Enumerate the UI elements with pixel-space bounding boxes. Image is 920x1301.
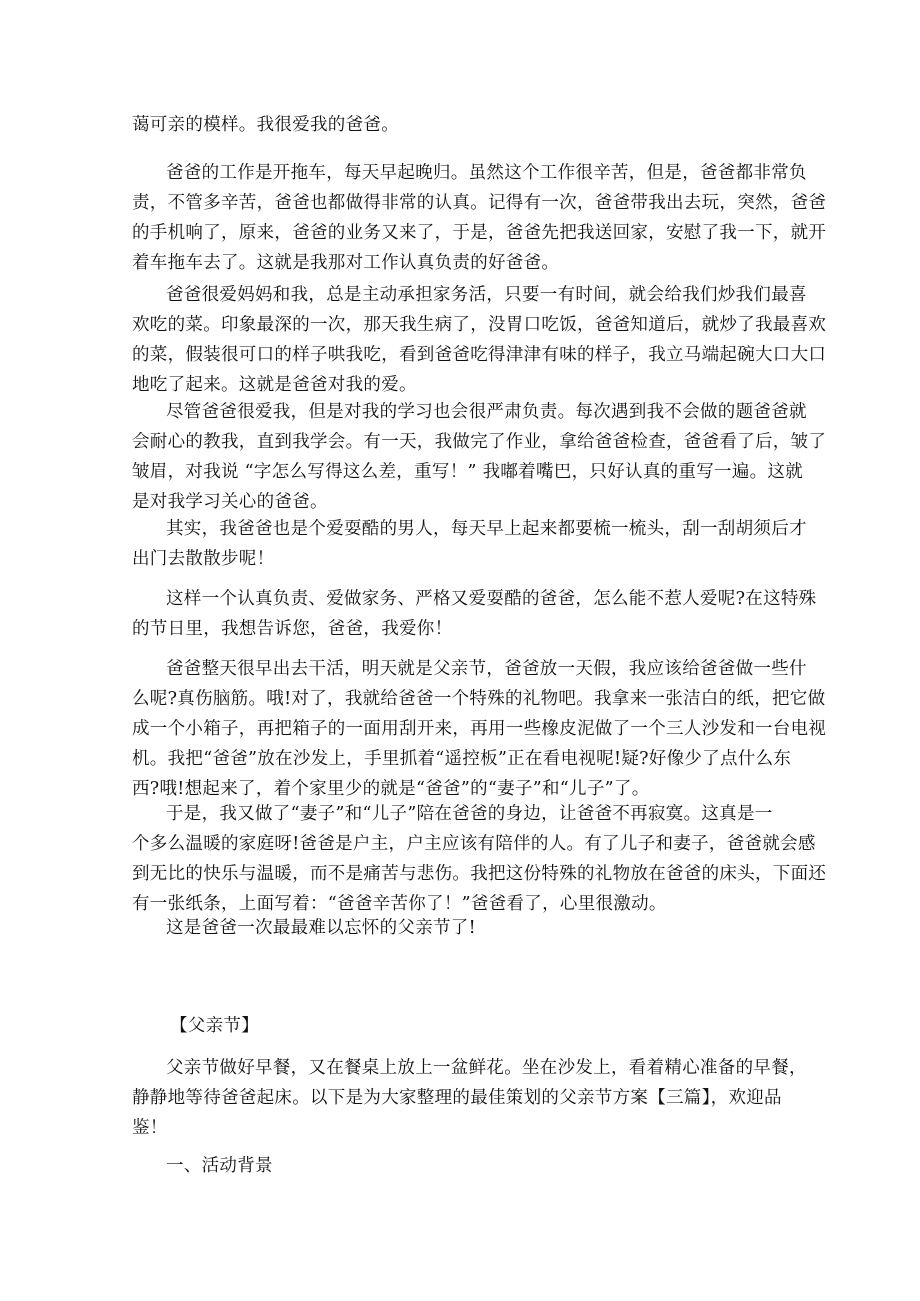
paragraph-dad-work: [132, 158, 827, 278]
text-line: 静静地等待爸爸起床。以下是为大家整理的最佳策划的父亲节方案【三篇】，欢迎品: [132, 1088, 782, 1108]
text-line: 个多么温暖的家庭呀!爸爸是户主，户主应该有陪伴的人。有了儿子和妻子，爸爸就会感: [132, 834, 816, 854]
paragraph-closing: [132, 913, 790, 943]
text-line: 出门去散散步呢！: [132, 549, 275, 569]
paragraph-gift: [132, 654, 827, 804]
text-line: 到无比的快乐与温暖，而不是痛苦与悲伤。我把这份特殊的礼物放在爸爸的床头，下面还: [132, 864, 827, 884]
paragraph-dad-study: [132, 397, 827, 517]
text-line: 这样一个认真负责、爱做家务、严格又爱耍酷的爸爸，怎么能不惹人爱呢?在这特殊: [166, 589, 817, 609]
text-line: 鉴！: [132, 1118, 168, 1138]
text-line: 成一个小箱子，再把箱子的一面用刮开来，再用一些橡皮泥做了一个三人沙发和一台电视: [132, 719, 827, 739]
paragraph-love-dad: [132, 584, 817, 644]
text-line: 的菜，假装很可口的样子哄我吃，看到爸爸吃得津津有味的样子，我立马端起碗大口大口: [132, 345, 827, 365]
text-line: 爸爸整天很早出去干活，明天就是父亲节，爸爸放一天假，我应该给爸爸做一些什: [166, 659, 807, 679]
text-line: 的手机响了，原来，爸爸的业务又来了，于是，爸爸先把我送回家，安慰了我一下，就开: [132, 223, 827, 243]
text-line: 尽管爸爸很爱我，但是对我的学习也会很严肃负责。每次遇到我不会做的题爸爸就: [166, 402, 807, 422]
text-line: 蔼可亲的模样。我很爱我的爸爸。: [132, 115, 399, 135]
text-line: 是对我学习关心的爸爸。: [132, 492, 328, 512]
paragraph-dad-love: [132, 280, 827, 400]
text-line: 责，不管多辛苦，爸爸也都做得非常的认真。记得有一次，爸爸带我出去玩，突然，爸爸: [132, 193, 827, 213]
text-line: 的节日里，我想告诉您，爸爸，我爱你！: [132, 619, 453, 639]
text-line: 西?哦!想起来了，着个家里少的就是“爸爸”的“妻子”和“儿子”了。: [132, 779, 650, 799]
text-line: 地吃了起来。这就是爸爸对我的爱。: [132, 375, 417, 395]
text-line: 爸爸的工作是开拖车，每天早起晚归。虽然这个工作很辛苦，但是，爸爸都非常负: [166, 163, 807, 183]
text-line: 欢吃的菜。印象最深的一次，那天我生病了，没胃口吃饭，爸爸知道后，就炒了我最喜欢: [132, 315, 827, 335]
text-line: 这是爸爸一次最最难以忘怀的父亲节了!: [166, 918, 476, 938]
text-line: 着车拖车去了。这就是我那对工作认真负责的好爸爸。: [132, 253, 560, 273]
heading-text: 【父亲节】: [170, 1016, 259, 1036]
paragraph-intro-end: [132, 110, 790, 140]
paragraph-family: [132, 799, 827, 919]
text-line: 机。我把“爸爸”放在沙发上，手里抓着“遥控板”正在看电视呢!疑?好像少了点什么东: [132, 749, 792, 769]
paragraph-father-day-intro: [132, 1053, 807, 1143]
section-heading: [132, 1011, 790, 1041]
text-line: 其实，我爸爸也是个爱耍酷的男人，每天早上起来都要梳一梳头，刮一刮胡须后才: [166, 519, 807, 539]
heading-text: 一、活动背景: [166, 1156, 273, 1176]
text-line: 于是，我又做了“妻子”和“儿子”陪在爸爸的身边，让爸爸不再寂寞。这真是一: [166, 804, 773, 824]
text-line: 么呢?真伤脑筋。哦!对了，我就给爸爸一个特殊的礼物吧。我拿来一张洁白的纸，把它做: [132, 689, 826, 709]
paragraph-dad-cool: [132, 514, 807, 574]
subsection-heading: [132, 1151, 790, 1181]
text-line: 爸爸很爱妈妈和我，总是主动承担家务活，只要一有时间，就会给我们炒我们最喜: [166, 285, 807, 305]
text-line: 皱眉，对我说 “字怎么写得这么差，重写！” 我嘟着嘴巴，只好认真的重写一遍。这就: [132, 462, 804, 482]
text-line: 父亲节做好早餐，又在餐桌上放上一盆鲜花。坐在沙发上，看着精心准备的早餐，: [166, 1058, 807, 1078]
text-line: 有一张纸条，上面写着：“爸爸辛苦你了！”爸爸看了，心里很激动。: [132, 894, 667, 914]
text-line: 会耐心的教我，直到我学会。有一天，我做完了作业，拿给爸爸检查，爸爸看了后，皱了: [132, 432, 827, 452]
